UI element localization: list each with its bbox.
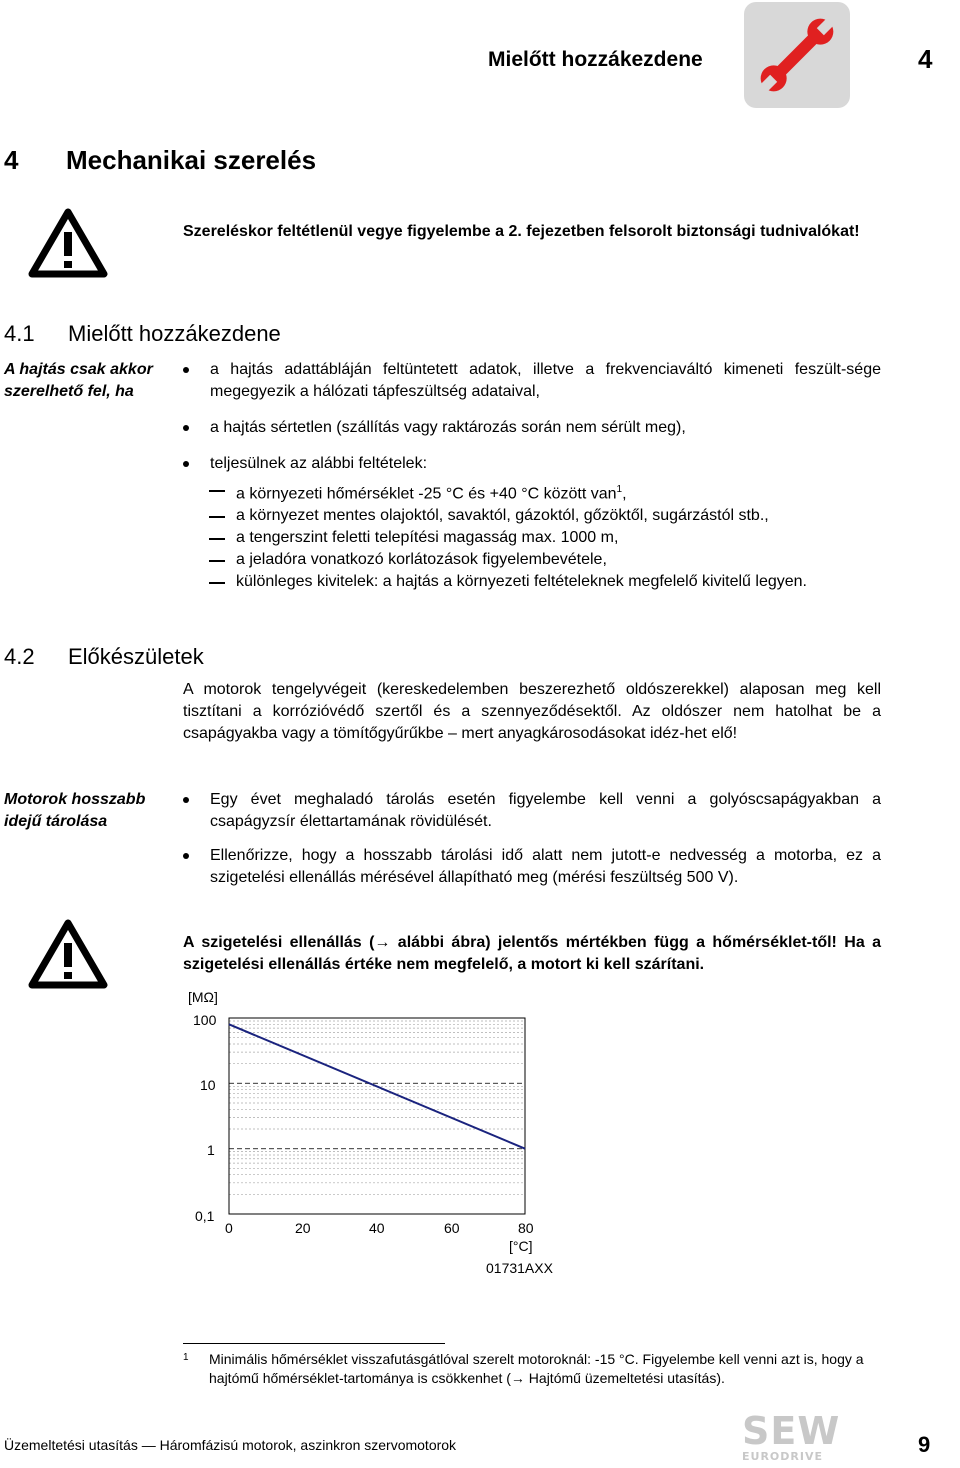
header-chapter-number: 4 xyxy=(918,44,933,74)
preparation-paragraph: A motorok tengelyvégeit (kereskedelemben beszerezhető oldószerekkel) alaposan meg kell tisztítani a korrózióvédő szertől és a szennyeződésektől. Az oldószer nem hatolhat be a csapágyakba vagy a tömítőgyűrűkbe – mert anyagkárosodásokat idéz-het elő! xyxy=(183,681,881,742)
sidebar-note: Motorok hosszabb idejű tárolása xyxy=(4,791,146,830)
x-tick-label: 0 xyxy=(225,1220,233,1236)
page-number: 9 xyxy=(918,1432,931,1457)
x-tick-label: 20 xyxy=(295,1220,311,1236)
footnote-ref: 1 xyxy=(616,484,623,495)
chapter-title: Mechanikai szerelés xyxy=(66,145,317,175)
y-tick-label: 1 xyxy=(207,1142,215,1158)
footnote-mark: 1 xyxy=(183,1352,189,1363)
footer-document-title: Üzemeltetési utasítás — Háromfázisú motorok, aszinkron szervomotorok xyxy=(4,1437,457,1453)
section-4-2-heading xyxy=(4,644,204,670)
y-tick-label: 100 xyxy=(193,1012,217,1028)
insulation-warning-text: A szigetelési ellenállás (→ alábbi ábra) jelentős mértékben függ a hőmérséklet-től! Ha a szigetelési ellenállás értéke nem megfelelő, a motort ki kell szárítani. xyxy=(183,934,881,973)
list-item: teljesülnek az alábbi feltételek: xyxy=(183,453,881,475)
x-tick-label: 80 xyxy=(518,1220,534,1236)
footnote-separator xyxy=(183,1343,445,1344)
y-axis-label: [MΩ] xyxy=(188,989,218,1005)
sidebar-note: A hajtás csak akkor szerelhető fel, ha xyxy=(4,361,153,400)
chapter-number: 4 xyxy=(4,145,19,175)
storage-list xyxy=(183,789,881,889)
figure-caption: 01731AXX xyxy=(486,1260,553,1276)
chapter-heading xyxy=(4,145,316,176)
logo-text: SEW xyxy=(742,1409,841,1453)
section-title: Mielőtt hozzákezdene xyxy=(68,321,281,346)
logo-subtext: EURODRIVE xyxy=(742,1450,823,1463)
x-tick-label: 40 xyxy=(369,1220,385,1236)
list-item: a jeladóra vonatkozó korlátozások figyelembevétele, xyxy=(209,549,881,571)
condition-list xyxy=(183,359,881,475)
environment-list xyxy=(209,479,881,593)
list-item xyxy=(209,479,881,505)
section-title: Előkészületek xyxy=(68,644,204,669)
section-number: 4.1 xyxy=(4,321,35,346)
warning-icon xyxy=(28,917,108,989)
chapter-warning-text: Szereléskor feltétlenül vegye figyelembe a 2. fejezetben felsorolt biztonsági tudnivalókat! xyxy=(183,223,860,240)
list-item: Egy évet meghaladó tárolás esetén figyelembe kell venni a golyóscsapágyakban a csapágyzsír élettartamának rövidülését. xyxy=(183,789,881,833)
section-number: 4.2 xyxy=(4,644,35,669)
chart-grid xyxy=(229,1018,525,1214)
x-axis-label: [°C] xyxy=(509,1238,533,1254)
x-tick-label: 60 xyxy=(444,1220,460,1236)
list-item: különleges kivitelek: a hajtás a környezeti feltételeknek megfelelő kivitelű legyen. xyxy=(209,571,881,593)
header-title: Mielőtt hozzákezdene xyxy=(488,48,703,71)
list-item-tail: , xyxy=(622,485,627,503)
list-item: a tengerszint feletti telepítési magasság max. 1000 m, xyxy=(209,527,881,549)
y-tick-label: 10 xyxy=(200,1077,216,1093)
insulation-resistance-chart xyxy=(170,980,590,1280)
list-item: a hajtás sértetlen (szállítás vagy raktározás során nem sérült meg), xyxy=(183,417,881,439)
footnote xyxy=(183,1350,883,1388)
list-item-text: a környezeti hőmérséklet -25 °C és +40 °C között van xyxy=(236,485,617,503)
sew-eurodrive-logo xyxy=(742,1409,852,1464)
plot-frame xyxy=(229,1018,525,1214)
list-item: a hajtás adattábláján feltüntetett adatok, illetve a frekvenciaváltó kimeneti feszült-sége megegyezik a hálózati tápfeszültség adataival, xyxy=(183,359,881,403)
section-4-1-heading xyxy=(4,321,281,347)
y-tick-label: 0,1 xyxy=(195,1208,215,1224)
warning-icon xyxy=(28,206,108,278)
list-item: a környezet mentes olajoktól, savaktól, gázoktól, gőzöktől, sugárzástól stb., xyxy=(209,505,881,527)
list-item: Ellenőrizze, hogy a hosszabb tárolási idő alatt nem jutott-e nedvesség a motorba, ez a szigetelési ellenállás mérésével állapítható meg (mérési feszültség 500 V). xyxy=(183,845,881,889)
wrench-icon xyxy=(744,2,850,108)
footnote-text: Minimális hőmérséklet visszafutásgátlóval szerelt motoroknál: -15 °C. Figyelembe kell venni azt is, hogy a hajtómű hőmérséklet-tartománya is csökkenhet (→ Hajtómű üzemeltetési utasítás). xyxy=(209,1351,864,1386)
